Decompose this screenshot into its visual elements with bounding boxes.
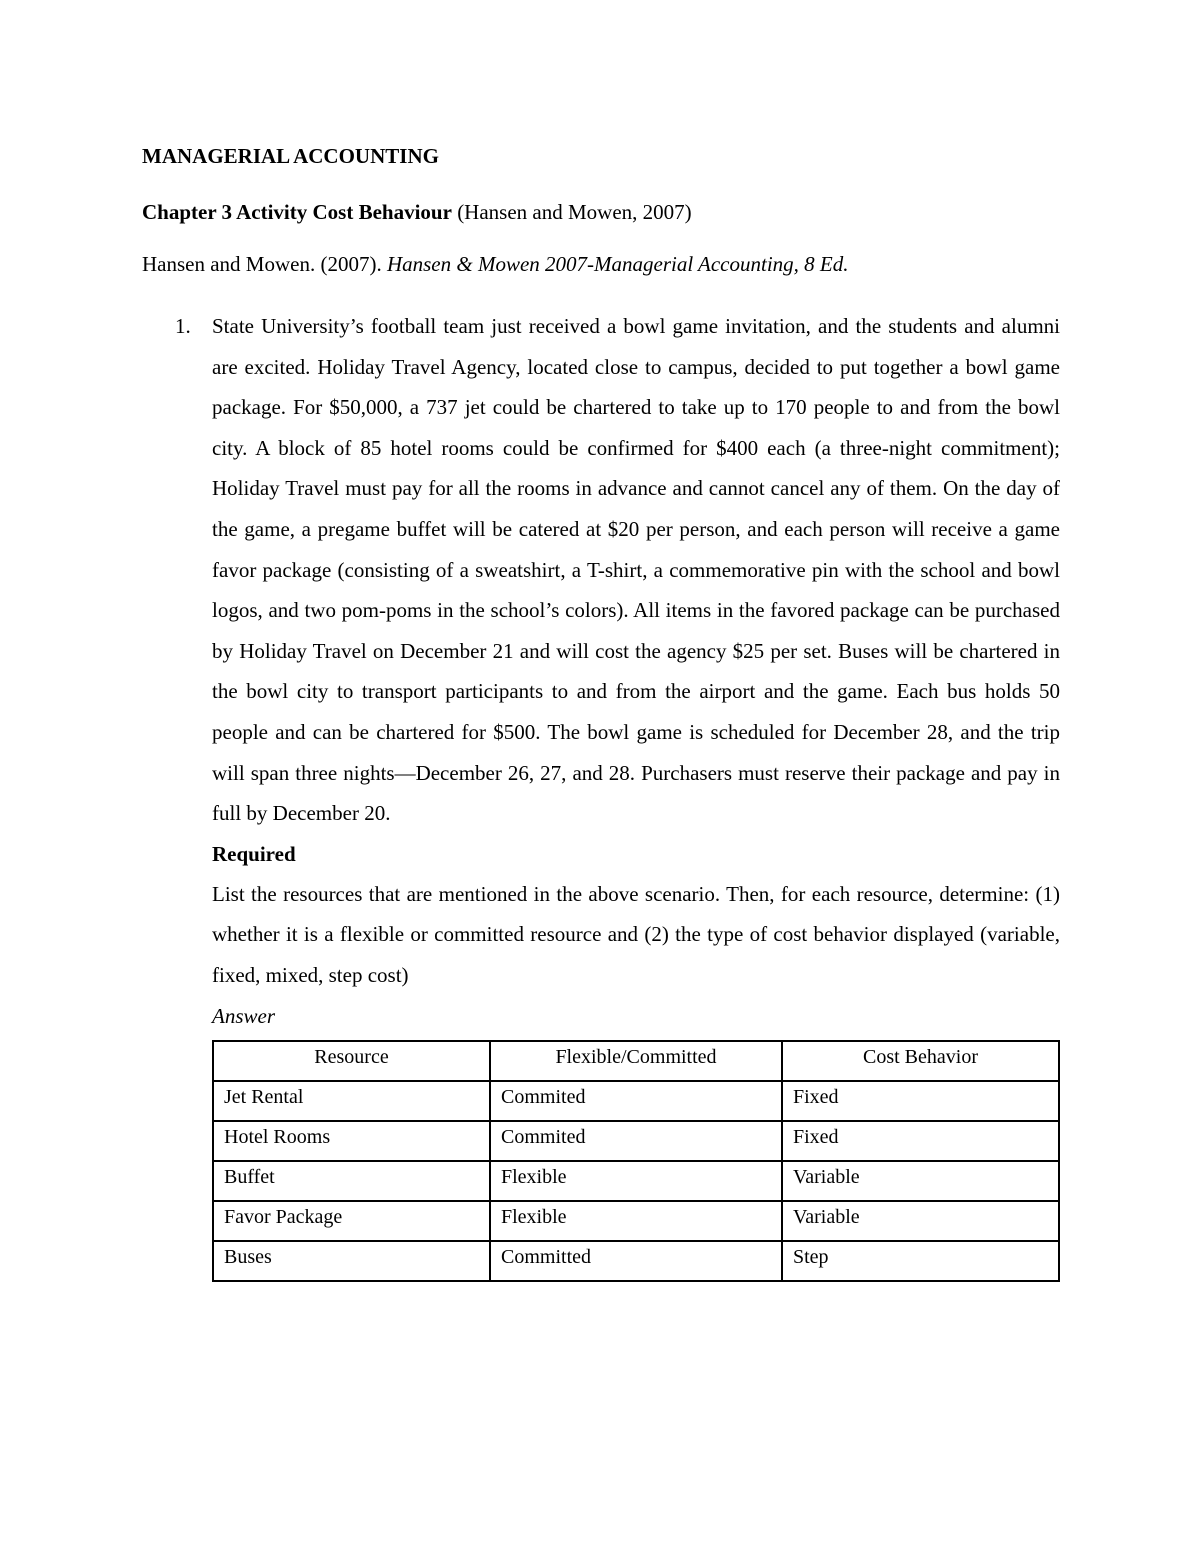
- table-cell-flexibility: Flexible: [490, 1201, 782, 1241]
- table-cell-flexibility: Committed: [490, 1241, 782, 1281]
- question-item: [142, 306, 1060, 1282]
- table-cell-resource: Buffet: [213, 1161, 490, 1201]
- chapter-heading: [142, 194, 1060, 230]
- table-cell-cost-behavior: Variable: [782, 1161, 1059, 1201]
- reference: [142, 246, 1060, 282]
- table-cell-flexibility: Commited: [490, 1081, 782, 1121]
- table-cell-flexibility: Commited: [490, 1121, 782, 1161]
- table-header-row: [213, 1041, 1059, 1081]
- answer-table: [212, 1040, 1060, 1282]
- table-row: [213, 1241, 1059, 1281]
- table-cell-resource: Buses: [213, 1241, 490, 1281]
- table-row: [213, 1081, 1059, 1121]
- document-title: MANAGERIAL ACCOUNTING: [142, 144, 439, 168]
- chapter-citation: (Hansen and Mowen, 2007): [451, 200, 692, 224]
- reference-title: Hansen & Mowen 2007-Managerial Accounting, 8 Ed.: [386, 252, 849, 276]
- table-row: [213, 1161, 1059, 1201]
- reference-authors: Hansen and Mowen. (2007).: [142, 252, 387, 276]
- required-text: List the resources that are mentioned in the above scenario. Then, for each resource, determine: (1) whether it is a flexible or committed resource and (2) the type of cost behavior displayed (variable, fixed, mixed, step cost): [212, 881, 1060, 987]
- table-cell-resource: Hotel Rooms: [213, 1121, 490, 1161]
- chapter-title: Chapter 3 Activity Cost Behaviour: [142, 200, 452, 224]
- table-cell-resource: Favor Package: [213, 1201, 490, 1241]
- table-cell-cost-behavior: Fixed: [782, 1081, 1059, 1121]
- question-text: State University’s football team just received a bowl game invitation, and the students and alumni are excited. Holiday Travel Agency, located close to campus, decided to put together a bowl game package. For $50,000, a 737 jet could be chartered to take up to 170 people to and from the bowl city. A block of 85 hotel rooms could be confirmed for $400 each (a three-night commitment); Holiday Travel must pay for all the rooms in advance and cannot cancel any of them. On the day of the game, a pregame buffet will be catered at $20 per person, and each person will receive a game favor package (consisting of a sweatshirt, a T-shirt, a commemorative pin with the school and bowl logos, and two pom-poms in the school’s colors). All items in the favored package can be purchased by Holiday Travel on December 21 and will cost the agency $25 per set. Buses will be chartered in the bowl city to transport participants to and from the airport and the game. Each bus holds 50 people and can be chartered for $500. The bowl game is scheduled for December 28, and the trip will span three nights—December 26, 27, and 28. Purchasers must reserve their package and pay in full by December 20.: [212, 314, 1060, 826]
- table-row: [213, 1201, 1059, 1241]
- table-header-flexible-committed: Flexible/Committed: [490, 1041, 782, 1081]
- table-cell-cost-behavior: Fixed: [782, 1121, 1059, 1161]
- table-cell-flexibility: Flexible: [490, 1161, 782, 1201]
- table-cell-resource: Jet Rental: [213, 1081, 490, 1121]
- required-heading: Required: [212, 841, 296, 866]
- document-page: [142, 138, 1060, 1282]
- table-row: [213, 1121, 1059, 1161]
- table-cell-cost-behavior: Step: [782, 1241, 1059, 1281]
- table-header-resource: Resource: [213, 1041, 490, 1081]
- table-cell-cost-behavior: Variable: [782, 1201, 1059, 1241]
- table-header-cost-behavior: Cost Behavior: [782, 1041, 1059, 1081]
- answer-label: Answer: [212, 1003, 275, 1028]
- question-number: 1.: [175, 314, 191, 338]
